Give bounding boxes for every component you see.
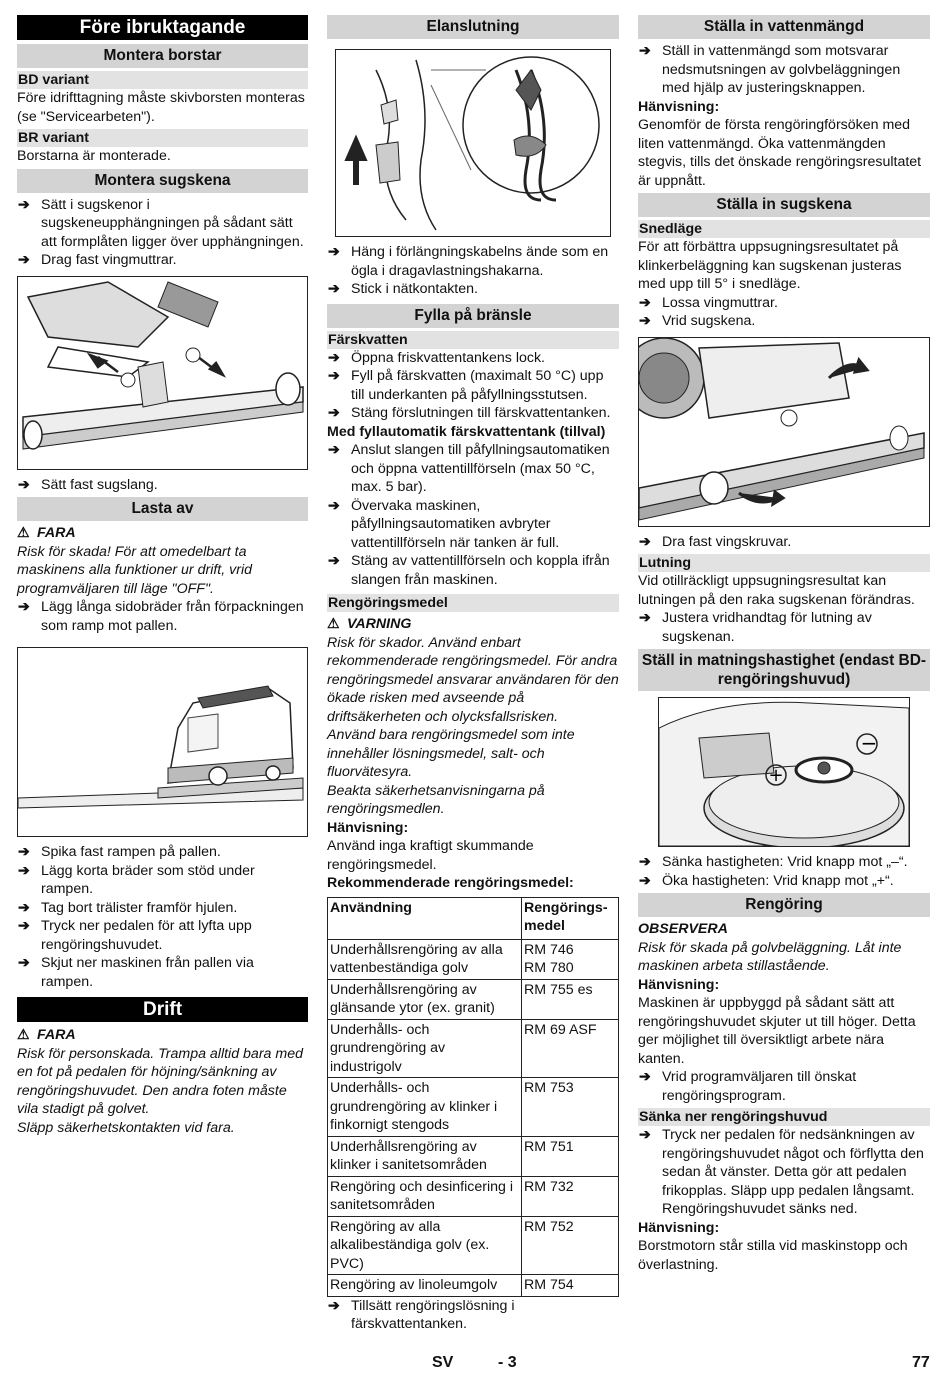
step: ➔ Häng i förlängningskabelns ände som en ögla i dragavlastningshakarna. — [328, 244, 609, 279]
label-br-variant: BR variant — [17, 129, 308, 147]
label-oblique: Snedläge — [638, 220, 930, 238]
arrow-icon: ➔ — [328, 553, 340, 569]
figure-unload-machine — [17, 647, 308, 837]
heading-mount-squeegee: Montera sugskena — [17, 169, 308, 193]
notice-text: Risk för skada på golvbeläggning. Låt inte maskinen arbeta stillastående. — [638, 939, 902, 974]
squeegee-oblique-drawing — [639, 338, 929, 526]
heading-fill-fuel: Fylla på bränsle — [327, 304, 619, 328]
hint-text: Använd inga kraftigt skummande rengöringsmedel. — [327, 838, 534, 873]
squeegee-mount-drawing — [18, 277, 307, 469]
label-auto-fill: Med fyllautomatik färskvattentank (tillval) — [327, 423, 606, 440]
hint-label: Hänvisning: — [638, 98, 720, 115]
figure-speed-knob — [658, 697, 910, 847]
cell-usage: Rengöring och desinficering i sanitetsområden — [328, 1176, 522, 1216]
label-bd-variant: BD variant — [17, 71, 308, 89]
arrow-icon: ➔ — [639, 533, 651, 550]
cell-agent: RM 754 — [522, 1275, 619, 1297]
footer-language: SV — [432, 1354, 454, 1371]
arrow-icon: ➔ — [328, 281, 340, 297]
warning-icon: ⚠ — [17, 1027, 30, 1043]
warning-icon: ⚠ — [327, 616, 340, 632]
arrow-icon: ➔ — [328, 244, 340, 260]
arrow-icon: ➔ — [639, 610, 651, 626]
arrow-icon: ➔ — [18, 252, 30, 268]
cell-agent: RM 751 — [522, 1136, 619, 1176]
cell-agent: RM 753 — [522, 1078, 619, 1137]
section-title-operation: Drift — [17, 997, 308, 1022]
arrow-icon: ➔ — [18, 844, 30, 860]
cell-usage: Underhållsrengöring av alla vattenbeständiga golv — [328, 939, 522, 979]
tilt-text: Vid otillräckligt uppsugningsresultat kan lutningen på den raka sugskenan förändras. — [638, 573, 915, 608]
label-cleaning-agent: Rengöringsmedel — [327, 594, 619, 612]
minus-icon: − — [860, 731, 878, 755]
arrow-icon: ➔ — [18, 599, 30, 615]
machine-ramp-drawing — [18, 648, 307, 836]
plus-icon: + — [768, 765, 784, 786]
arrow-icon: ➔ — [18, 476, 30, 493]
table-row — [328, 1136, 619, 1176]
step: ➔ Stick i nätkontakten. — [328, 281, 478, 297]
danger-warning: ⚠ FARA — [17, 1027, 76, 1043]
cell-agent: RM 746 RM 780 — [522, 939, 619, 979]
column-header-agent: Rengörings-medel — [522, 897, 619, 939]
arrow-icon: ➔ — [639, 1069, 651, 1085]
table-header-row — [328, 897, 619, 939]
lower-hint-text: Borstmotorn står stilla vid maskinstopp och överlastning. — [638, 1238, 908, 1273]
cleaning-hint-text: Maskinen är uppbyggd på sådant sätt att rengöringshuvudet skjuter ut till höger. Detta ger möjlighet till översiktligt arbete nära kanten. — [638, 995, 916, 1067]
oblique-text: För att förbättra uppsugningsresultatet på klinkerbeläggning kan sugskenan justeras med upp till 5° i snedläge. — [638, 239, 902, 292]
cell-usage: Underhålls- och grundrengöring av klinker i finkornigt stengods — [328, 1078, 522, 1137]
step: ➔ Lägg korta bräder som stöd under rampen. — [18, 862, 255, 897]
bd-text: Före idrifttagning måste skivborsten monteras (se "Servicearbeten"). — [17, 90, 305, 125]
recommended-agents-table — [327, 897, 619, 1297]
table-row — [328, 1019, 619, 1078]
step: ➔ Fyll på färskvatten (maximalt 50 °C) upp till underkanten på påfyllningsstutsen. — [328, 368, 604, 403]
step: ➔ Vrid sugskena. — [639, 313, 756, 329]
step: ➔ Sänka hastigheten: Vrid knapp mot „–“. — [639, 854, 908, 870]
label-tilt: Lutning — [638, 554, 930, 572]
heading-cleaning: Rengöring — [638, 893, 930, 917]
caution-warning: ⚠ VARNING — [327, 616, 412, 632]
arrow-icon: ➔ — [639, 1127, 651, 1143]
figure-cable-hook — [335, 49, 611, 237]
arrow-icon: ➔ — [18, 918, 30, 934]
table-row — [328, 1176, 619, 1216]
arrow-icon: ➔ — [639, 872, 651, 889]
step: ➔ Lägg långa sidobräder från förpackningen som ramp mot pallen. — [18, 599, 304, 634]
warning-icon: ⚠ — [17, 525, 30, 541]
figure-squeegee-oblique — [638, 337, 930, 527]
cell-usage: Rengöring av alla alkalibeständiga golv (ex. PVC) — [328, 1216, 522, 1275]
column-header-usage: Användning — [328, 897, 522, 939]
danger-warning: ⚠ FARA — [17, 525, 76, 541]
step: ➔ Dra fast vingskruvar. — [639, 533, 792, 550]
step: ➔ Anslut slangen till påfyllningsautomatiken och öppna vattentillförseln (max 50 °C, max. 5 bar). — [328, 442, 610, 495]
heading-water-amount: Ställa in vattenmängd — [638, 15, 930, 39]
step: ➔ Ställ in vattenmängd som motsvarar nedsmutsningen av golvbeläggningen med hjälp av justeringsknappen. — [639, 43, 901, 96]
footer-total-page: 77 — [912, 1354, 930, 1371]
hint-label: Hänvisning: — [327, 819, 409, 836]
table-body — [328, 939, 619, 1296]
cell-agent: RM 755 es — [522, 979, 619, 1019]
footer-page-number: - 3 — [498, 1354, 517, 1371]
arrow-icon: ➔ — [328, 405, 340, 421]
figure-squeegee-mount — [17, 276, 308, 470]
heading-power-connection: Elanslutning — [327, 15, 619, 39]
step: ➔ Skjut ner maskinen från pallen via rampen. — [18, 955, 254, 990]
table-row — [328, 1275, 619, 1297]
cell-agent: RM 69 ASF — [522, 1019, 619, 1078]
table-row — [328, 1078, 619, 1137]
arrow-icon: ➔ — [18, 955, 30, 971]
label-lower-head: Sänka ner rengöringshuvud — [638, 1108, 930, 1126]
cell-usage: Underhålls- och grundrengöring av industrigolv — [328, 1019, 522, 1078]
step: ➔ Lossa vingmuttrar. — [639, 294, 778, 311]
cell-agent: RM 752 — [522, 1216, 619, 1275]
arrow-icon: ➔ — [328, 349, 340, 366]
water-hint-text: Genomför de första rengöringförsöken med liten vattenmängd. Öka vattenmängden stegvis, tills det önskade rengöringsresultatet är uppnått. — [638, 117, 922, 189]
label-fresh-water: Färskvatten — [327, 331, 619, 349]
table-row — [328, 939, 619, 979]
heading-set-squeegee: Ställa in sugskena — [638, 193, 930, 217]
operation-danger-text-2: Släpp säkerhetskontakten vid fara. — [17, 1119, 235, 1136]
arrow-icon: ➔ — [18, 862, 30, 879]
step: ➔ Sätt fast sugslang. — [18, 476, 158, 493]
arrow-icon: ➔ — [328, 442, 340, 458]
arrow-icon: ➔ — [328, 497, 340, 514]
arrow-icon: ➔ — [328, 1297, 340, 1314]
step: ➔ Vrid programväljaren till önskat rengöringsprogram. — [639, 1069, 857, 1104]
speed-knob-drawing — [659, 698, 909, 846]
warning-text-1: Risk för skador. Använd enbart rekommenderade rengöringsmedel. För andra rengöringsmedel ansvarar användaren för den ökade risken med avseende på driftsäkerheten och olycksfallsrisken. — [327, 634, 619, 725]
arrow-icon: ➔ — [639, 854, 651, 870]
cell-usage: Underhållsrengöring av glänsande ytor (ex. granit) — [328, 979, 522, 1019]
step: ➔ Stäng av vattentillförseln och koppla ifrån slangen från maskinen. — [328, 553, 610, 588]
step: ➔ Tillsätt rengöringslösning i färskvattentanken. — [328, 1297, 515, 1332]
step: ➔ Tryck ner pedalen för nedsänkningen av rengöringshuvudet något och förflytta den sedan åt vänster. Detta gör att pedalen frikopplas. Släpp upp pedalen långsamt. — [639, 1127, 924, 1199]
column-3 — [638, 15, 930, 1274]
lower-step-extra: Rengöringshuvudet sänks ned. — [662, 1201, 858, 1217]
hint-label: Hänvisning: — [638, 1219, 720, 1236]
step: ➔ Drag fast vingmuttrar. — [18, 252, 177, 268]
warning-text-3: Beakta säkerhetsanvisningarna på rengöringsmedlen. — [327, 782, 545, 817]
br-text: Borstarna är monterade. — [17, 148, 171, 164]
step: ➔ Öppna friskvattentankens lock. — [328, 349, 545, 366]
hint-label: Hänvisning: — [638, 976, 720, 993]
section-title-before-use: Före ibruktagande — [17, 15, 308, 40]
notice-label: OBSERVERA — [638, 921, 728, 937]
arrow-icon: ➔ — [639, 43, 651, 59]
step: ➔ Justera vridhandtag för lutning av sugskenan. — [639, 610, 872, 645]
danger-text: Risk för skada! För att omedelbart ta maskinens alla funktioner ur drift, vrid programväljaren till läge "OFF". — [17, 543, 252, 597]
arrow-icon: ➔ — [328, 368, 340, 384]
step: ➔ Öka hastigheten: Vrid knapp mot „+“. — [639, 872, 894, 889]
warning-text-2: Använd bara rengöringsmedel som inte innehåller lösningsmedel, salt- och fluorvätesyra. — [327, 727, 575, 780]
step: ➔ Övervaka maskinen, påfyllningsautomatiken avbryter vattentillförseln när tanken är full. — [328, 497, 560, 551]
heading-mount-brushes: Montera borstar — [17, 44, 308, 68]
operation-danger-text: Risk för personskada. Trampa alltid bara med en fot på pedalen för höjning/sänkning av rengöringshuvudet. Den andra foten måste vila stadigt på golvet. — [17, 1045, 303, 1117]
arrow-icon: ➔ — [639, 313, 651, 329]
label-recommended-agents: Rekommenderade rengöringsmedel: — [327, 875, 574, 891]
cell-agent: RM 732 — [522, 1176, 619, 1216]
column-2 — [327, 15, 619, 1334]
step: ➔ Sätt i sugskenor i sugskeneupphängningen på sådant sätt att formplåten ligger över upphängningen. — [18, 196, 304, 250]
cell-usage: Underhållsrengöring av klinker i sanitetsområden — [328, 1136, 522, 1176]
step: ➔ Tryck ner pedalen för att lyfta upp rengöringshuvudet. — [18, 918, 252, 953]
arrow-icon: ➔ — [18, 899, 30, 916]
arrow-icon: ➔ — [18, 196, 30, 213]
column-1 — [17, 15, 308, 1137]
table-row — [328, 979, 619, 1019]
step: ➔ Stäng förslutningen till färskvattentanken. — [328, 405, 611, 421]
cable-hook-drawing — [336, 50, 610, 236]
heading-unload: Lasta av — [17, 497, 308, 521]
cell-usage: Rengöring av linoleumgolv — [328, 1275, 522, 1297]
step: ➔ Spika fast rampen på pallen. — [18, 844, 221, 860]
arrow-icon: ➔ — [639, 294, 651, 311]
step: ➔ Tag bort trälister framför hjulen. — [18, 899, 238, 916]
table-row — [328, 1216, 619, 1275]
heading-feed-speed: Ställ in matningshastighet (endast BD-rengöringshuvud) — [638, 649, 930, 691]
